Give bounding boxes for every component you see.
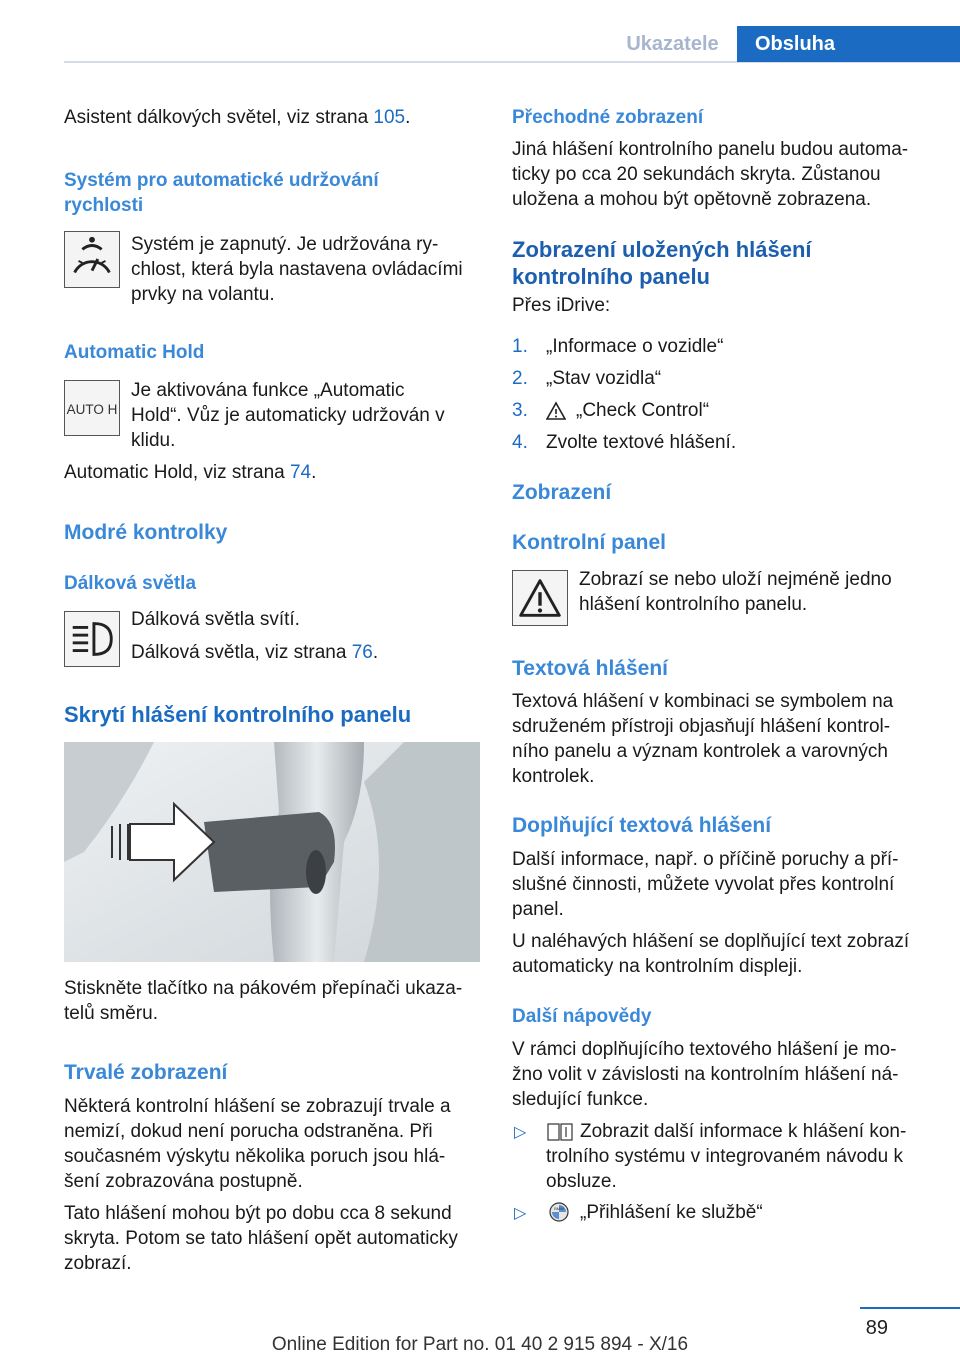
speed-heading: Systém pro automatické udržování rychlosti	[64, 170, 379, 216]
blue-lights-heading: Modré kontrolky	[64, 521, 228, 544]
high-beam-reference: Dálková světla, viz strana 76.	[131, 642, 379, 663]
list-item	[512, 1200, 942, 1226]
high-beam-description: Dálková světla svítí.	[131, 609, 300, 630]
via-idrive: Přes iDrive:	[512, 295, 611, 316]
menu-path-check-control[interactable]: „Check Control“	[576, 400, 710, 421]
page-number: 89	[865, 1317, 888, 1339]
additional-messages-text: Další informace, např. o příčině poruchy a pří- slušné činnosti, můžete vyvolat přes kontrolní panel.	[512, 849, 899, 920]
manual-book-icon	[546, 1123, 574, 1141]
high-beam-heading: Dálková světla	[64, 573, 197, 594]
tab-obsluha[interactable]: Obsluha	[737, 26, 960, 62]
high-beam-icon	[64, 611, 120, 667]
bmw-service-icon	[546, 1201, 572, 1223]
more-help-heading: Další nápovědy	[512, 1006, 652, 1027]
check-panel-heading: Kontrolní panel	[512, 531, 666, 554]
menu-path-vehicle-status[interactable]: „Stav vozidla“	[546, 368, 662, 389]
list-item: 1. „Informace o vozidle“	[512, 336, 724, 357]
step-select-text-message: Zvolte textové hlášení.	[546, 432, 737, 453]
more-help-text: V rámci doplňujícího textového hlášení je mo- žno volit v závislosti na kontrolním hlášení ná- sledující funkce.	[512, 1039, 899, 1110]
permanent-display-heading: Trvalé zobrazení	[64, 1061, 228, 1084]
show-more-info-option[interactable]: Zobrazit další informace k hlášení kon-	[580, 1121, 907, 1142]
list-item: 4. Zvolte textové hlášení.	[512, 432, 737, 453]
transient-display-text: Jiná hlášení kontrolního panelu budou automa- ticky po cca 20 sekundách skryta. Zůstanou uložena a mohou být opětovně zobrazena.	[512, 139, 909, 210]
text-messages-heading: Textová hlášení	[512, 657, 669, 680]
autohold-heading: Automatic Hold	[64, 342, 205, 363]
intro-paragraph: Asistent dálkových světel, viz strana 105.	[64, 107, 411, 128]
stored-messages-heading: Zobrazení uložených hlášení kontrolního panelu	[512, 237, 812, 289]
list-item: 2. „Stav vozidla“	[512, 368, 662, 389]
tab-ukazatele[interactable]: Ukazatele	[626, 33, 719, 55]
footer-edition: Online Edition for Part no. 01 40 2 915 894 - X/16	[271, 1334, 689, 1355]
press-instruction: Stiskněte tlačítko na pákovém přepínači ukaza- telů směru.	[64, 978, 463, 1024]
permanent-display-text: Některá kontrolní hlášení se zobrazují trvale a nemizí, dokud není porucha odstraněna. Při současném výskytu několika poruch jsou hlá- šení zobrazována postupně.	[64, 1096, 451, 1192]
autohold-reference: Automatic Hold, viz strana 74.	[64, 462, 317, 483]
menu-path-vehicle-info[interactable]: „Informace o vozidle“	[546, 336, 724, 357]
warning-triangle-icon	[546, 401, 566, 421]
display-heading: Zobrazení	[512, 481, 612, 504]
service-login-option[interactable]: „Přihlášení ke službě“	[580, 1202, 763, 1223]
footer-divider	[860, 1307, 960, 1309]
autohold-description: Je aktivována funkce „Automatic Hold“. Vůz je automaticky udržován v klidu.	[131, 380, 445, 451]
auto-hold-icon	[64, 380, 120, 436]
page-link-76[interactable]: 76	[351, 642, 373, 663]
additional-messages-heading: Doplňující textová hlášení	[512, 814, 772, 837]
hide-messages-heading: Skrytí hlášení kontrolního panelu	[64, 702, 412, 727]
page-link-105[interactable]: 105	[373, 107, 406, 128]
bullet-marker: ▷	[514, 1124, 527, 1141]
bmw-logo-text: BMW	[554, 1206, 564, 1211]
urgent-messages-text: U naléhavých hlášení se doplňující text zobrazí automaticky na kontrolním displeji.	[512, 931, 910, 977]
transient-display-heading: Přechodné zobrazení	[512, 107, 704, 128]
page-link-74[interactable]: 74	[289, 462, 312, 483]
bullet-marker: ▷	[514, 1205, 527, 1222]
text-messages-text: Textová hlášení v kombinaci se symbolem na sdruženém přístroji objasňují hlášení kontrol- ního panelu a význam kontrolek a varovných kontrolek.	[512, 691, 894, 787]
speed-description: Systém je zapnutý. Je udržována ry- chlost, která byla nastavena ovládacími prvky na volantu.	[131, 234, 463, 305]
check-panel-text: Zobrazí se nebo uloží nejméně jedno hlášení kontrolního panelu.	[579, 569, 892, 615]
list-item: 3. „Check Control“	[512, 400, 710, 421]
hide-duration-text: Tato hlášení mohou být po dobu cca 8 sekund skryta. Potom se tato hlášení opět automaticky zobrazí.	[64, 1203, 458, 1274]
cruise-control-icon	[64, 231, 120, 288]
turn-signal-lever-illustration	[64, 742, 480, 962]
auto-hold-icon-text: AUTO H	[66, 401, 118, 417]
warning-triangle-icon	[512, 570, 568, 626]
